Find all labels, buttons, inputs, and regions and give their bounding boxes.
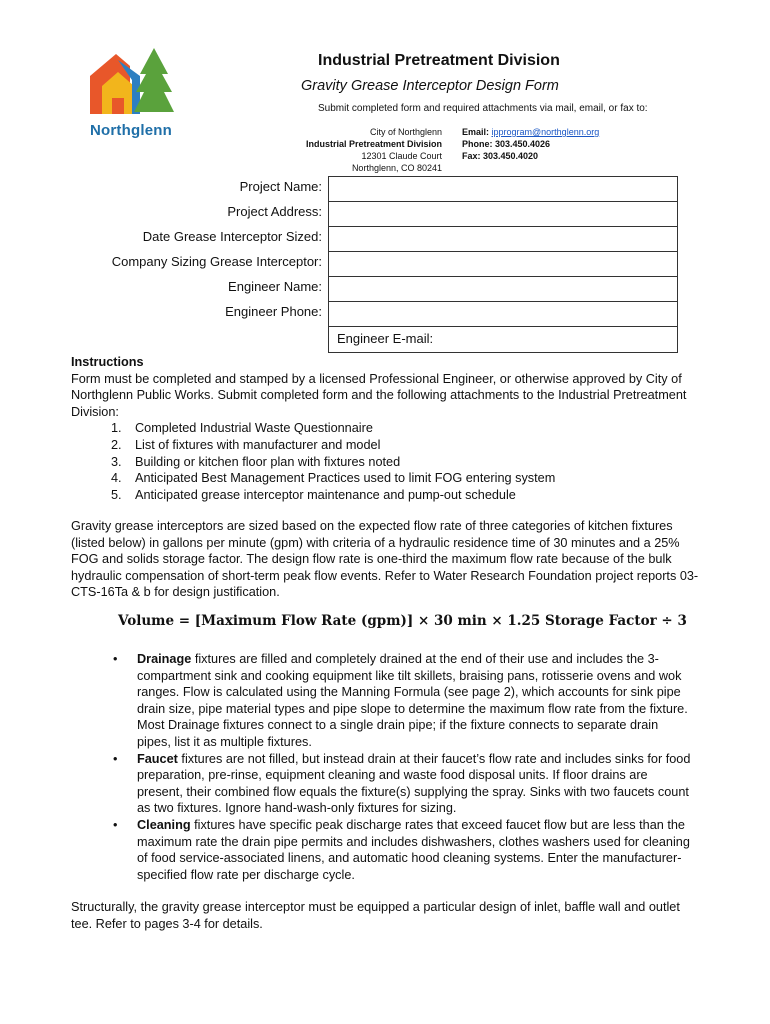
fixture-categories [113, 651, 693, 883]
page-title: Industrial Pretreatment Division [318, 52, 560, 69]
engineer-phone-field[interactable] [329, 302, 677, 327]
project-address-field[interactable] [329, 202, 677, 227]
list-item: • Drainage fixtures are filled and completely drained at the end of their use and includes the 3-compartment sink and cooking equipment like tilt skillets, braising pans, rotisserie ovens and wok ranges. Flow is calculated using the Manning Formula (see page 2), which accounts for sink pipe drain size, pipe material types and pipe slope to determine the maximum flow rate from the fixture. Most Drainage fixtures connect to a single drain pipe; if the fixture connects to separate drain pipes, list it as multiple fixtures. [113, 652, 688, 749]
contact-info: Email: ipprogram@northglenn.org Phone: 303.450.4026 Fax: 303.450.4020 [462, 127, 600, 161]
volume-formula: Volume = [Maximum Flow Rate (gpm)] × 30 min × 1.25 Storage Factor ÷ 3 [118, 613, 687, 629]
engineer-email-field[interactable] [329, 327, 677, 352]
company-field[interactable] [329, 252, 677, 277]
label-engineer-email: Engineer E-mail: [337, 331, 434, 346]
date-sized-field[interactable] [329, 227, 677, 252]
engineer-name-field[interactable] [329, 277, 677, 302]
project-name-field[interactable] [329, 177, 677, 202]
label-company: Company Sizing Grease Interceptor: [111, 254, 322, 269]
email-link[interactable]: ipprogram@northglenn.org [491, 127, 600, 137]
label-project-address: Project Address: [227, 204, 322, 219]
list-item: 2. List of fixtures with manufacturer and model [111, 437, 381, 452]
list-item: 3. Building or kitchen floor plan with fixtures noted [111, 454, 401, 469]
list-item: 4. Anticipated Best Management Practices used to limit FOG entering system [111, 471, 556, 486]
label-project-name: Project Name: [239, 179, 322, 194]
closing-paragraph: Structurally, the gravity grease interceptor must be equipped a particular design of inlet, baffle wall and outlet tee. Refer to pages 3-4 for details. [71, 900, 680, 931]
list-item: 1. Completed Industrial Waste Questionnaire [111, 421, 373, 436]
label-engineer-phone: Engineer Phone: [225, 304, 322, 319]
instructions-section [71, 354, 701, 503]
label-engineer-name: Engineer Name: [228, 279, 322, 294]
list-item: 5. Anticipated grease interceptor maintenance and pump-out schedule [111, 487, 516, 502]
form-title: Gravity Grease Interceptor Design Form [301, 78, 559, 94]
instructions-heading: Instructions [71, 355, 144, 369]
sizing-paragraph: Gravity grease interceptors are sized based on the expected flow rate of three categories of kitchen fixtures (listed below) in gallons per minute (gpm) with criteria of a hydraulic residence time of 30 minutes and a 25% FOG and solids storage factor. The design flow rate is one-third the maximum flow rate because of the bulk hydraulic compensation of short-term peak flow events. Refer to Water Research Foundation project reports 03-CTS-16Ta & b for design justification. [71, 519, 699, 600]
submit-note: Submit completed form and required attachments via mail, email, or fax to: [318, 103, 648, 114]
logo-text: Northglenn [90, 122, 172, 139]
mailing-address: City of Northglenn Industrial Pretreatment Division 12301 Claude Court Northglenn, CO 80241 [305, 127, 442, 173]
form-fields-box [328, 176, 678, 353]
list-item: • Cleaning fixtures have specific peak discharge rates that exceed faucet flow but are less than the maximum rate the drain pipe permits and includes dishwashers, clothes washers used for cleaning of food service-associated linens, and automatic hood cleaning systems. Enter the manufacturer-specified flow rate per discharge cycle. [113, 817, 690, 882]
attachments-list [71, 420, 701, 503]
instructions-body: Form must be completed and stamped by a licensed Professional Engineer, or otherwise approved by City of Northglenn Public Works. Submit completed form and the following attachments to the Industrial Pretreatment Division: [71, 371, 687, 419]
label-date-sized: Date Grease Interceptor Sized: [142, 229, 322, 244]
list-item: • Faucet fixtures are not filled, but instead drain at their faucet’s flow rate and includes sinks for food preparation, pre-rinse, equipment cleaning and waste food disposal units. If floor drains are present, their combined flow equals the fixture(s) supplying the spray. Sinks with two faucets count as two fixtures. Ignore hand-wash-only fixtures for sizing. [113, 751, 691, 816]
